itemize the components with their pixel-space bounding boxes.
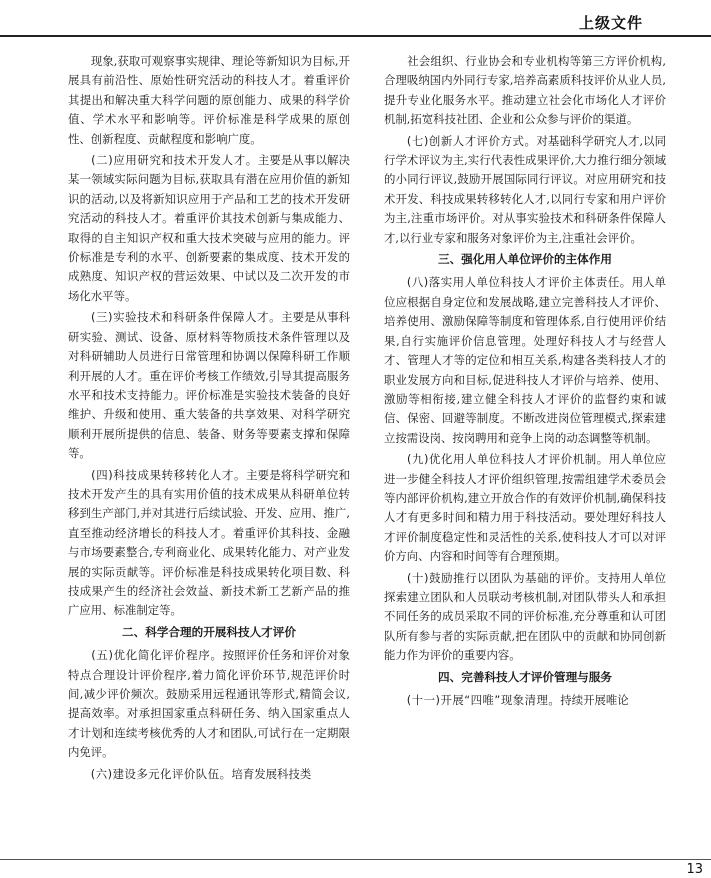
paragraph (384, 52, 666, 130)
paragraph (68, 151, 350, 306)
header-divider (0, 35, 711, 37)
paragraph-text: 主要是从事科研实验、测试、设备、原材料等物质技术条件管理以及对科研辅助人员进行日常管理和协调以保障科研工作顺利开展的人才。重在评价考核工作绩效,引导其提高服务水平和技术支持能力。评价标准是实验技术装备的良好维护、升级和使用、重大装备的共享效果、对科学研究顺利开展所提供的信息、装备、财务等要素支撑和保障等。 (68, 310, 350, 461)
paragraph (68, 646, 350, 762)
paragraph-text: 对基础科学研究人才,以同行学术评议为主,实行代表性成果评价,大力推行细分领域的小同行评议,鼓励开展国际同行评议。对应用研究和技术开发、科技成果转移转化人才,以同行专家和用户评价为主,注重市场评价。对从事实验技术和科研条件保障人才,以行业专家和服务对象评价为主,注重社会评价。 (384, 133, 666, 245)
paragraph-lead: (二)应用研究和技术开发人才。 (91, 153, 258, 168)
paragraph (384, 450, 666, 566)
paragraph-text: 用人单位应根据自身定位和发展战略,建立完善科技人才评价、培养使用、激励保障等制度和管理体系,自行使用评价结果,自行实施评价信息管理。处理好科技人才与经营人才、管理人才等的定位和相互关系,构建各类科技人才的职业发展方向和目标,促进科技人才评价与培养、使用、激励等相衔接,建立健全科技人才评价的监督约束和诚信、保密、回避等制度。不断改进岗位管理模式,探索建立按需设岗、按岗聘用和竞争上岗的动态调整等机制。 (384, 275, 666, 445)
section-heading: 四、完善科技人才评价管理与服务 (438, 669, 612, 684)
paragraph (384, 132, 666, 248)
paragraph-text: 持续开展唯论 (560, 693, 629, 707)
paragraph-lead: (三)实验技术和科研条件保障人才。 (91, 310, 282, 325)
paragraph-lead: (九)优化用人单位科技人才评价机制。 (406, 452, 609, 467)
paragraph-text: 培育发展科技类 (231, 766, 312, 781)
paragraph (68, 466, 350, 621)
paragraph-lead: (七)创新人才评价方式。 (406, 133, 537, 148)
paragraph-lead: (四)科技成果转移转化人才。 (91, 467, 247, 482)
page-header-title: 上级文件 (578, 14, 643, 32)
paragraph-text: 主要是从事以解决某一领域实际问题为目标,获取具有潜在应用价值的新知识的活动,以及将新知识应用于产品和工艺的技术开发研究活动的科技人才。着重评价其技术创新与集成能力、取得的自主知识产权和重大技术突破与应用的能力。评价标准是专利的水平、创新要素的集成度、技术开发的成熟度、知识产权的营运效果、中试以及二次开发的市场化水平等。 (68, 153, 350, 303)
paragraph (384, 691, 666, 710)
paragraph-text: 支持用人单位探索建立团队和人员联动考核机制,对团队带头人和承担不同任务的成员采取不同的评价标准,充分尊重和认可团队所有参与者的实际贡献,把在团队中的贡献和协同创新能力作为评价的重要内容。 (384, 570, 666, 663)
section-heading: 二、科学合理的开展科技人才评价 (122, 624, 296, 639)
section-heading: 三、强化用人单位评价的主体作用 (438, 252, 612, 267)
footer-divider (0, 859, 711, 860)
paragraph (68, 308, 350, 463)
paragraph (384, 569, 666, 666)
paragraph-text: 用人单位应进一步健全科技人才评价组织管理,按需组建学术委员会等内部评价机构,建立开放合作的有效评价机制,确保科技人才有更多时间和精力用于科技活动。要处理好科技人才评价制度稳定性和灵活性的关系,使科技人才可以对评价方向、内容和时间等有合理预期。 (384, 452, 666, 564)
paragraph (68, 52, 350, 149)
page-number: 13 (686, 862, 703, 877)
paragraph-text: 现象,获取可观察事实规律、理论等新知识为目标,开展具有前沿性、原始性研究活动的科技人才。着重评价其提出和解决重大科学问题的原创能力、成果的科学价值、学术水平和影响等。评价标准是科学成果的原创性、创新程度、贡献程度和影响广度。 (68, 54, 350, 146)
paragraph-lead: (十一)开展“四唯”现象清理。 (406, 693, 561, 707)
right-column (384, 52, 666, 712)
paragraph-lead: (六)建设多元化评价队伍。 (90, 766, 232, 781)
paragraph-text: 按照评价任务和评价对象特点合理设计评价程序,着力简化评价环节,规范评价时间,减少评价频次。鼓励采用远程通讯等形式,精简会议,提高效率。对承担国家重点科研任务、纳入国家重点人才计划和连续考核优秀的人才和团队,可试行在一定期限内免评。 (68, 648, 350, 760)
paragraph-text: 主要是将科学研究和技术开发产生的具有实用价值的技术成果从科研单位转移到生产部门,并对其进行后续试验、开发、应用、推广,直至推动经济增长的科技人才。着重评价其科技、金融与市场要素整合,专利商业化、成果转化能力、对产业发展的实际贡献等。评价标准是科技成果转化项目数、科技成果产生的经济社会效益、新技术新工艺新产品的推广应用、标准制定等。 (68, 467, 350, 618)
paragraph-lead: (五)优化简化评价程序。 (91, 648, 223, 663)
paragraph-lead: (八)落实用人单位科技人才评价主体责任。 (406, 275, 632, 290)
paragraph (384, 273, 666, 448)
left-column (68, 52, 350, 786)
paragraph (68, 765, 350, 784)
paragraph-text: 社会组织、行业协会和专业机构等第三方评价机构,合理吸纳国内外同行专家,培养高素质科技评价从业人员,提升专业化服务水平。推动建立社会化市场化人才评价机制,拓宽科技社团、企业和公众参与评价的渠道。 (384, 54, 666, 127)
paragraph-lead: (十)鼓励推行以团队为基础的评价。 (407, 570, 598, 585)
